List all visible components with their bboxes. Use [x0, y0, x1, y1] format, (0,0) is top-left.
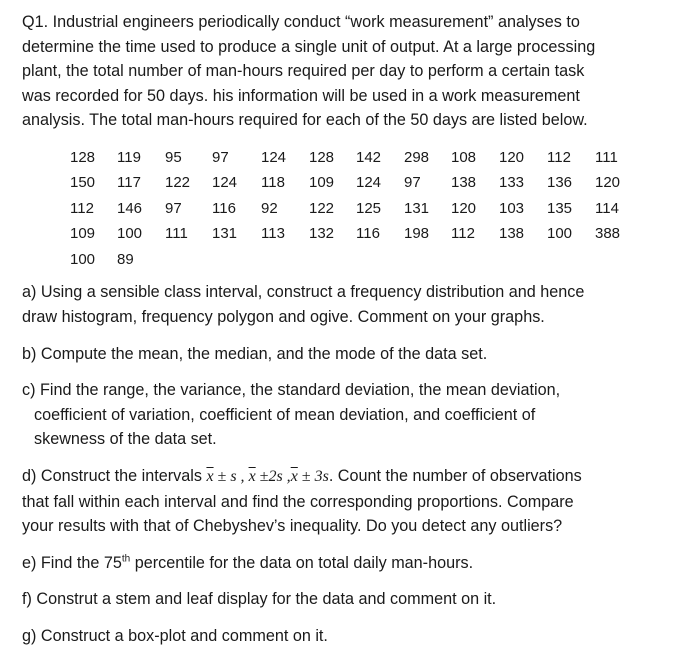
data-row	[70, 221, 662, 247]
part-d	[22, 464, 662, 539]
data-value: 138	[451, 174, 477, 192]
data-row	[70, 247, 662, 273]
part-c-line: c) Find the range, the variance, the standard deviation, the mean deviation,	[22, 381, 561, 400]
part-d-suffix: . Count the number of observations	[328, 467, 582, 486]
interval-1-formula	[206, 468, 248, 485]
part-a	[22, 280, 662, 329]
data-value: 120	[499, 148, 525, 166]
interval-2-text: ±2s ,	[255, 468, 291, 486]
data-value: 388	[595, 225, 621, 243]
part-d-line	[22, 464, 662, 490]
part-f	[22, 587, 662, 612]
data-value: 150	[70, 174, 96, 192]
data-row	[70, 170, 662, 196]
data-value: 124	[261, 148, 287, 166]
interval-3-text: ± 3s	[297, 468, 329, 486]
data-value: 146	[117, 199, 143, 217]
question-intro	[22, 10, 662, 133]
data-value: 95	[165, 148, 182, 166]
data-row	[70, 145, 662, 171]
part-f-line: f) Construt a stem and leaf display for the data and comment on it.	[22, 590, 497, 609]
data-value: 111	[165, 225, 188, 243]
document	[22, 10, 662, 661]
data-value: 138	[499, 225, 525, 243]
data-value: 120	[595, 174, 621, 192]
data-value: 128	[70, 148, 96, 166]
part-a-line: draw histogram, frequency polygon and ogive. Comment on your graphs.	[22, 308, 545, 327]
data-table	[70, 145, 662, 273]
data-value: 118	[261, 174, 285, 192]
data-value: 136	[547, 174, 573, 192]
part-c	[22, 378, 662, 452]
x-bar-symbol: $\overline{x}$	[290, 468, 298, 486]
data-value: 113	[261, 225, 285, 243]
part-e	[22, 551, 662, 576]
part-b-line: b) Compute the mean, the median, and the mode of the data set.	[22, 344, 488, 363]
data-value: 111	[595, 148, 618, 166]
data-value: 97	[165, 199, 182, 217]
part-a-line: a) Using a sensible class interval, construct a frequency distribution and hence	[22, 283, 585, 302]
data-value: 125	[356, 199, 382, 217]
data-value: 112	[451, 225, 475, 243]
part-b	[22, 342, 662, 367]
data-value: 108	[451, 148, 477, 166]
data-value: 89	[117, 250, 134, 268]
part-e-suffix: percentile for the data on total daily man-hours.	[130, 553, 474, 572]
data-value: 122	[309, 199, 335, 217]
data-value: 120	[451, 199, 477, 217]
data-value: 112	[547, 148, 571, 166]
data-value: 122	[165, 174, 191, 192]
data-value: 109	[70, 225, 96, 243]
x-bar-symbol: $\overline{x}$	[206, 468, 214, 486]
ordinal-suffix: th	[121, 553, 131, 565]
data-value: 124	[212, 174, 238, 192]
part-e-prefix: e) Find the 75	[22, 553, 122, 572]
data-value: 135	[547, 199, 573, 217]
data-value: 103	[499, 199, 525, 217]
data-value: 100	[117, 225, 143, 243]
data-value: 116	[356, 225, 380, 243]
data-value: 131	[212, 225, 238, 243]
data-value: 100	[547, 225, 573, 243]
data-value: 109	[309, 174, 335, 192]
interval-1-text: ± s ,	[213, 468, 249, 486]
data-value: 198	[404, 225, 430, 243]
data-value: 100	[70, 250, 96, 268]
part-e-line	[22, 551, 662, 576]
part-c-line: skewness of the data set.	[34, 430, 217, 449]
interval-2-formula	[249, 468, 291, 485]
part-d-prefix: d) Construct the intervals	[22, 467, 207, 486]
part-d-line: that fall within each interval and find the corresponding proportions. Compare	[22, 492, 574, 511]
intro-line: analysis. The total man-hours required for each of the 50 days are listed below.	[22, 111, 588, 130]
data-value: 117	[117, 174, 141, 192]
data-value: 131	[404, 199, 430, 217]
x-bar-symbol: $\overline{x}$	[248, 468, 256, 486]
intro-line: was recorded for 50 days. his information will be used in a work measurement	[22, 86, 580, 105]
interval-3-formula	[291, 468, 329, 485]
data-value: 142	[356, 148, 382, 166]
part-c-line: coefficient of variation, coefficient of mean deviation, and coefficient of	[34, 405, 536, 424]
part-g	[22, 624, 662, 649]
part-d-line: your results with that of Chebyshev’s inequality. Do you detect any outliers?	[22, 517, 563, 536]
intro-line: determine the time used to produce a single unit of output. At a large processing	[22, 37, 596, 56]
data-value: 132	[309, 225, 335, 243]
part-g-line: g) Construct a box-plot and comment on it.	[22, 627, 328, 645]
data-value: 92	[261, 199, 278, 217]
intro-line: plant, the total number of man-hours required per day to perform a certain task	[22, 62, 585, 81]
intro-line: Q1. Industrial engineers periodically conduct “work measurement” analyses to	[22, 13, 580, 31]
data-value: 298	[404, 148, 430, 166]
data-value: 97	[404, 174, 421, 192]
data-value: 128	[309, 148, 335, 166]
data-value: 97	[212, 148, 229, 166]
data-value: 116	[212, 199, 236, 217]
data-row	[70, 196, 662, 222]
data-value: 119	[117, 148, 141, 166]
data-value: 112	[70, 199, 94, 217]
data-value: 114	[595, 199, 619, 217]
data-value: 124	[356, 174, 382, 192]
data-value: 133	[499, 174, 525, 192]
